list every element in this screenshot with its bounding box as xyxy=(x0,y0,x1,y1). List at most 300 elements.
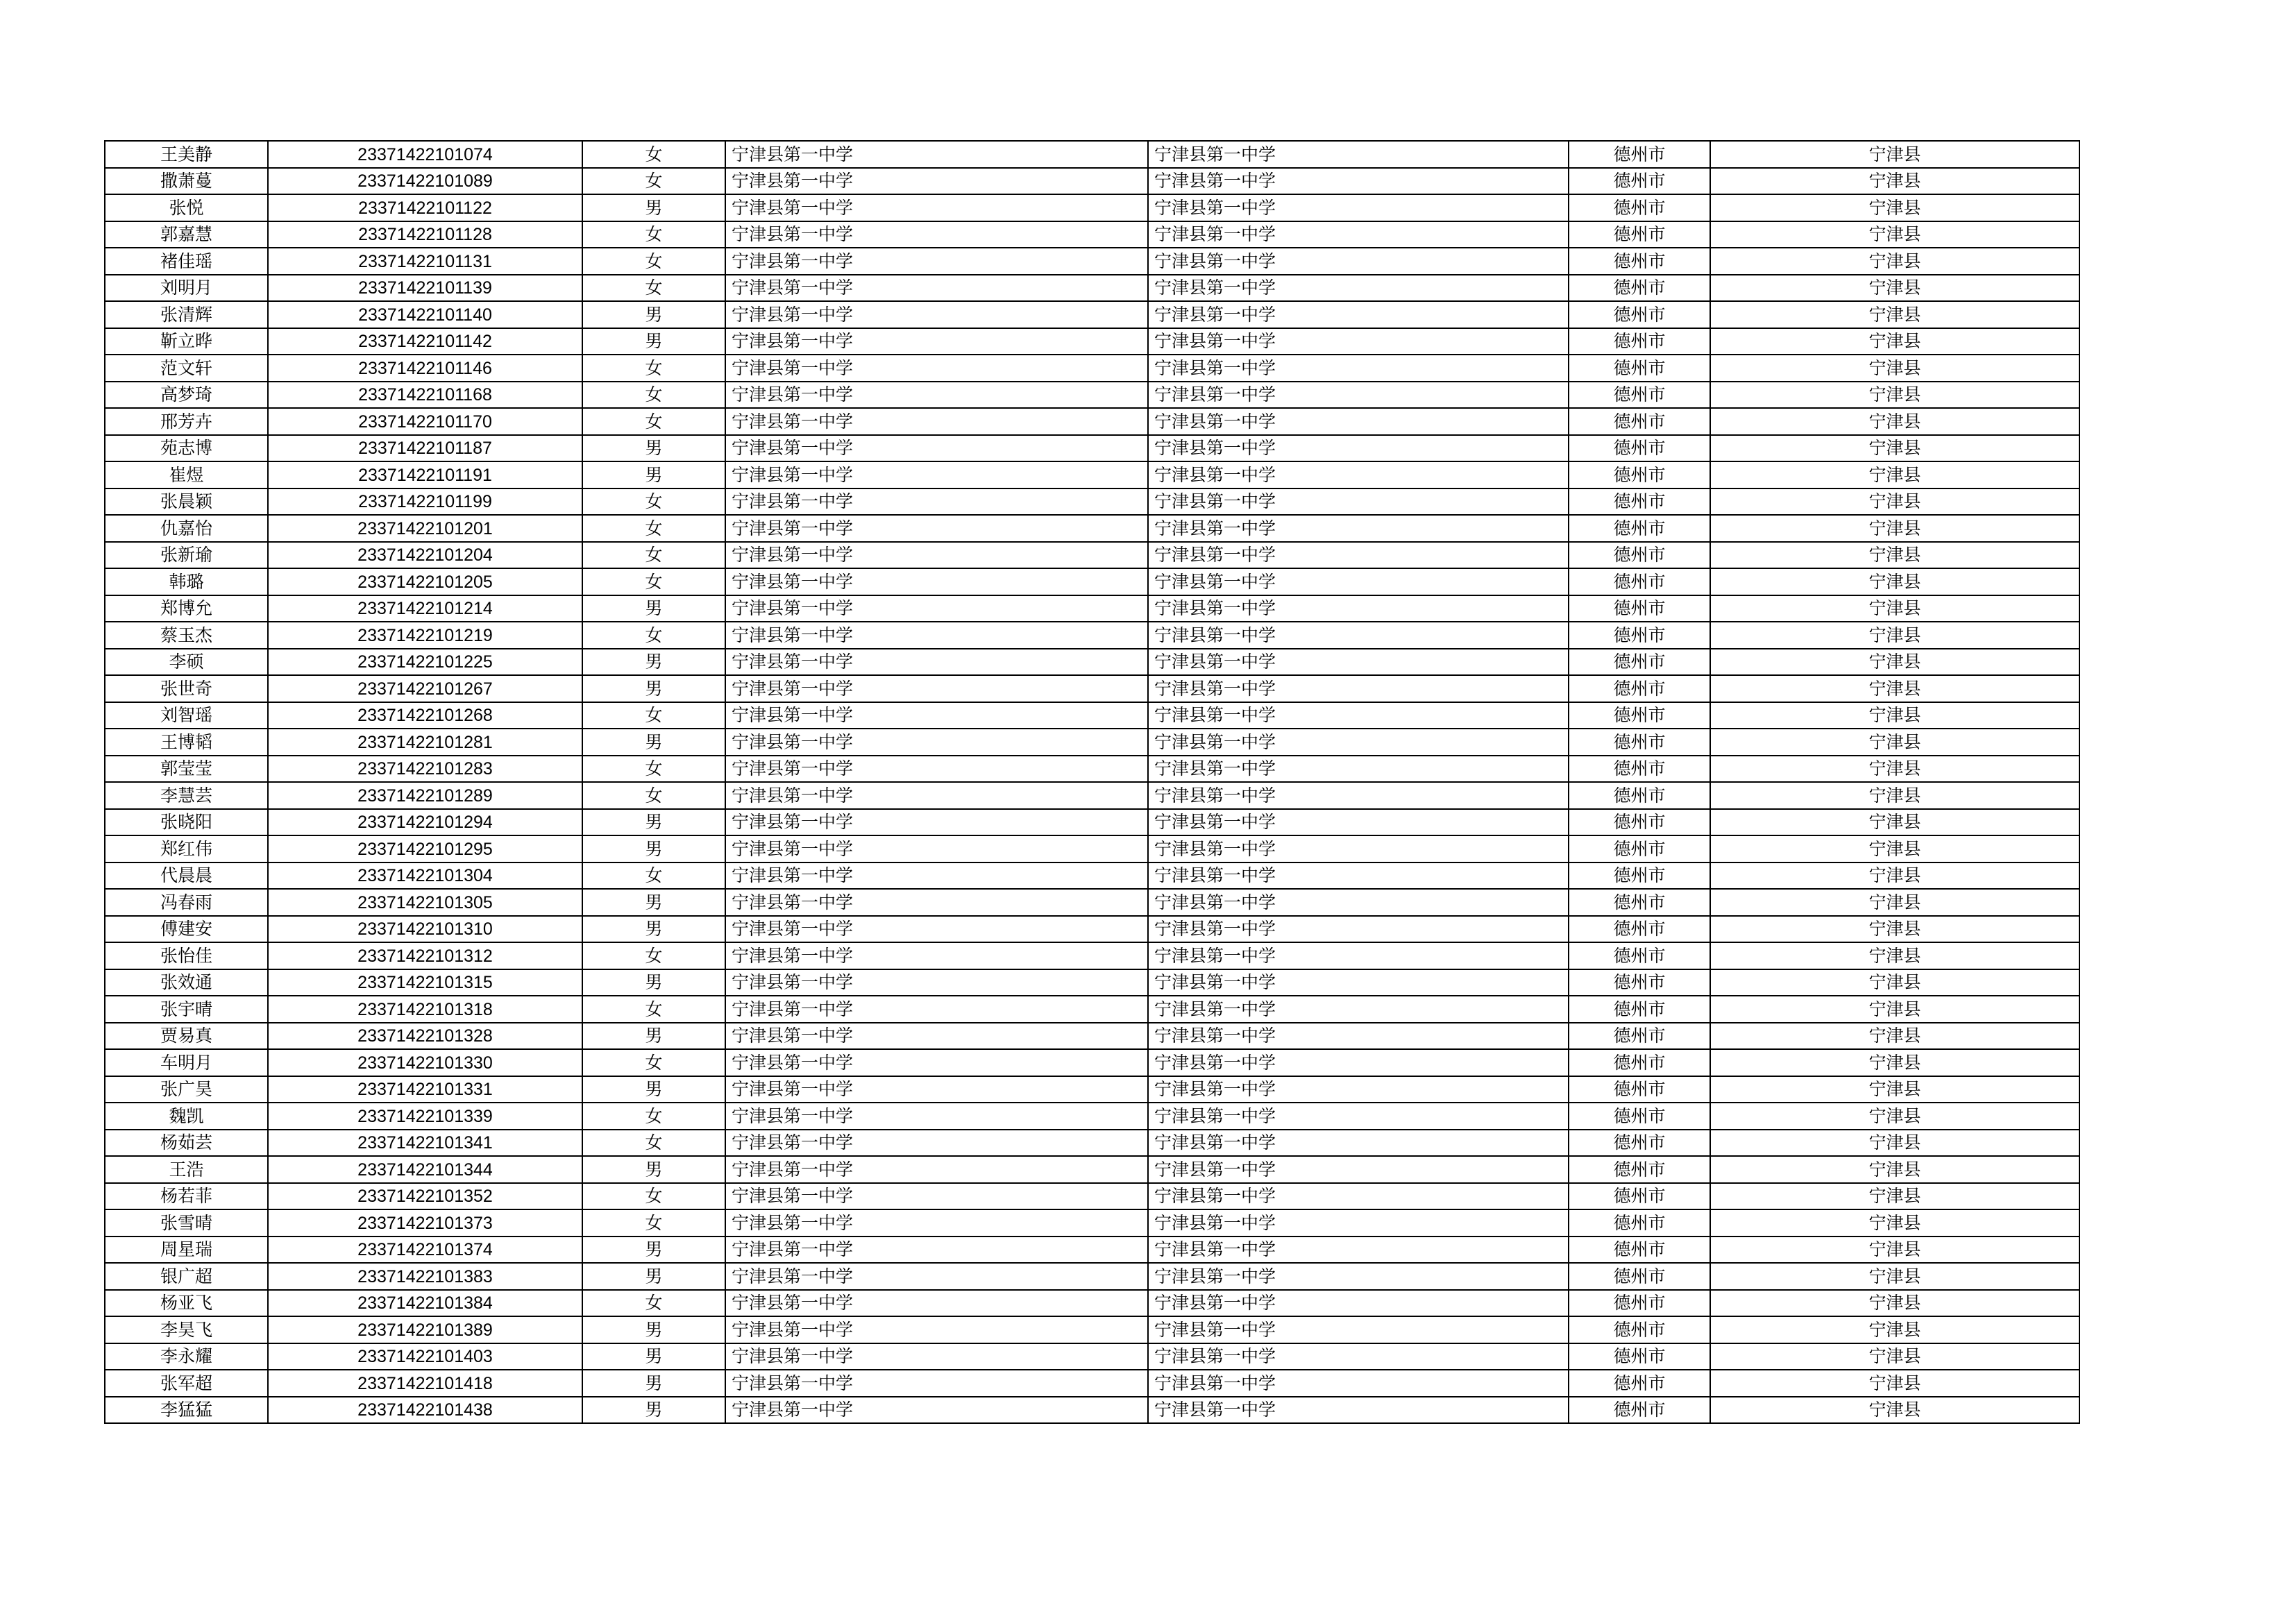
exam-number-cell: 23371422101352 xyxy=(268,1183,582,1210)
exam-number-cell: 23371422101225 xyxy=(268,649,582,676)
school-cell: 宁津县第一中学 xyxy=(725,1103,1148,1130)
exam-number-cell: 23371422101294 xyxy=(268,809,582,836)
county-cell: 宁津县 xyxy=(1710,675,2079,702)
table-row xyxy=(105,942,2079,969)
student-name-cell: 张军超 xyxy=(105,1370,268,1397)
table-row xyxy=(105,863,2079,890)
school-cell: 宁津县第一中学 xyxy=(725,1156,1148,1183)
school-cell: 宁津县第一中学 xyxy=(725,756,1148,783)
city-cell: 德州市 xyxy=(1569,649,1710,676)
student-name-cell: 张晨颖 xyxy=(105,488,268,516)
table-row xyxy=(105,355,2079,382)
exam-number-cell: 23371422101295 xyxy=(268,835,582,863)
table-row xyxy=(105,1290,2079,1317)
exam-number-cell: 23371422101315 xyxy=(268,969,582,996)
table-row xyxy=(105,889,2079,916)
table-row xyxy=(105,1237,2079,1264)
table-row xyxy=(105,168,2079,195)
city-cell: 德州市 xyxy=(1569,916,1710,943)
exam-number-cell: 23371422101341 xyxy=(268,1130,582,1157)
gender-cell: 女 xyxy=(582,1290,725,1317)
city-cell: 德州市 xyxy=(1569,675,1710,702)
school-cell: 宁津县第一中学 xyxy=(725,1370,1148,1397)
gender-cell: 男 xyxy=(582,649,725,676)
table-row xyxy=(105,1130,2079,1157)
city-cell: 德州市 xyxy=(1569,301,1710,328)
city-cell: 德州市 xyxy=(1569,1209,1710,1237)
student-name-cell: 靳立晔 xyxy=(105,328,268,355)
exam-number-cell: 23371422101383 xyxy=(268,1263,582,1290)
city-cell: 德州市 xyxy=(1569,382,1710,409)
gender-cell: 男 xyxy=(582,1023,725,1050)
gender-cell: 女 xyxy=(582,1103,725,1130)
table-row xyxy=(105,1023,2079,1050)
county-cell: 宁津县 xyxy=(1710,435,2079,462)
gender-cell: 女 xyxy=(582,141,725,168)
school-cell: 宁津县第一中学 xyxy=(725,221,1148,248)
gender-cell: 女 xyxy=(582,863,725,890)
school-cell: 宁津县第一中学 xyxy=(725,461,1148,488)
school-cell: 宁津县第一中学 xyxy=(725,275,1148,302)
student-name-cell: 仇嘉怡 xyxy=(105,515,268,542)
student-name-cell: 刘明月 xyxy=(105,275,268,302)
gender-cell: 女 xyxy=(582,488,725,516)
county-cell: 宁津县 xyxy=(1710,1370,2079,1397)
city-cell: 德州市 xyxy=(1569,809,1710,836)
table-row xyxy=(105,649,2079,676)
county-cell: 宁津县 xyxy=(1710,729,2079,756)
county-cell: 宁津县 xyxy=(1710,355,2079,382)
student-name-cell: 张效通 xyxy=(105,969,268,996)
registered-school-cell: 宁津县第一中学 xyxy=(1148,1370,1569,1397)
gender-cell: 女 xyxy=(582,1183,725,1210)
table-row xyxy=(105,675,2079,702)
student-name-cell: 李慧芸 xyxy=(105,782,268,809)
gender-cell: 男 xyxy=(582,1156,725,1183)
exam-number-cell: 23371422101373 xyxy=(268,1209,582,1237)
registered-school-cell: 宁津县第一中学 xyxy=(1148,221,1569,248)
city-cell: 德州市 xyxy=(1569,461,1710,488)
county-cell: 宁津县 xyxy=(1710,221,2079,248)
city-cell: 德州市 xyxy=(1569,969,1710,996)
table-row xyxy=(105,782,2079,809)
school-cell: 宁津县第一中学 xyxy=(725,782,1148,809)
table-row xyxy=(105,248,2079,275)
registered-school-cell: 宁津县第一中学 xyxy=(1148,382,1569,409)
exam-number-cell: 23371422101389 xyxy=(268,1316,582,1343)
city-cell: 德州市 xyxy=(1569,1183,1710,1210)
gender-cell: 女 xyxy=(582,1130,725,1157)
registered-school-cell: 宁津县第一中学 xyxy=(1148,1209,1569,1237)
school-cell: 宁津县第一中学 xyxy=(725,141,1148,168)
city-cell: 德州市 xyxy=(1569,729,1710,756)
registered-school-cell: 宁津县第一中学 xyxy=(1148,328,1569,355)
gender-cell: 男 xyxy=(582,675,725,702)
gender-cell: 男 xyxy=(582,835,725,863)
registered-school-cell: 宁津县第一中学 xyxy=(1148,1049,1569,1076)
city-cell: 德州市 xyxy=(1569,168,1710,195)
student-name-cell: 王浩 xyxy=(105,1156,268,1183)
county-cell: 宁津县 xyxy=(1710,595,2079,622)
table-row xyxy=(105,542,2079,569)
school-cell: 宁津县第一中学 xyxy=(725,515,1148,542)
school-cell: 宁津县第一中学 xyxy=(725,382,1148,409)
school-cell: 宁津县第一中学 xyxy=(725,702,1148,729)
registered-school-cell: 宁津县第一中学 xyxy=(1148,542,1569,569)
county-cell: 宁津县 xyxy=(1710,1343,2079,1370)
exam-number-cell: 23371422101191 xyxy=(268,461,582,488)
school-cell: 宁津县第一中学 xyxy=(725,542,1148,569)
exam-number-cell: 23371422101384 xyxy=(268,1290,582,1317)
county-cell: 宁津县 xyxy=(1710,194,2079,221)
county-cell: 宁津县 xyxy=(1710,1397,2079,1424)
exam-number-cell: 23371422101199 xyxy=(268,488,582,516)
student-name-cell: 贾易真 xyxy=(105,1023,268,1050)
registered-school-cell: 宁津县第一中学 xyxy=(1148,248,1569,275)
table-row xyxy=(105,408,2079,435)
table-row xyxy=(105,141,2079,168)
county-cell: 宁津县 xyxy=(1710,1156,2079,1183)
table-row xyxy=(105,1343,2079,1370)
county-cell: 宁津县 xyxy=(1710,301,2079,328)
exam-number-cell: 23371422101089 xyxy=(268,168,582,195)
county-cell: 宁津县 xyxy=(1710,568,2079,595)
city-cell: 德州市 xyxy=(1569,1130,1710,1157)
registered-school-cell: 宁津县第一中学 xyxy=(1148,355,1569,382)
registered-school-cell: 宁津县第一中学 xyxy=(1148,194,1569,221)
exam-number-cell: 23371422101318 xyxy=(268,996,582,1023)
registered-school-cell: 宁津县第一中学 xyxy=(1148,275,1569,302)
city-cell: 德州市 xyxy=(1569,408,1710,435)
table-row xyxy=(105,1370,2079,1397)
student-name-cell: 周星瑞 xyxy=(105,1237,268,1264)
county-cell: 宁津县 xyxy=(1710,889,2079,916)
table-row xyxy=(105,729,2079,756)
city-cell: 德州市 xyxy=(1569,942,1710,969)
registered-school-cell: 宁津县第一中学 xyxy=(1148,408,1569,435)
exam-number-cell: 23371422101170 xyxy=(268,408,582,435)
table-row xyxy=(105,1076,2079,1103)
school-cell: 宁津县第一中学 xyxy=(725,194,1148,221)
gender-cell: 女 xyxy=(582,756,725,783)
school-cell: 宁津县第一中学 xyxy=(725,168,1148,195)
student-name-cell: 张新瑜 xyxy=(105,542,268,569)
gender-cell: 男 xyxy=(582,194,725,221)
county-cell: 宁津县 xyxy=(1710,328,2079,355)
exam-number-cell: 23371422101304 xyxy=(268,863,582,890)
school-cell: 宁津县第一中学 xyxy=(725,355,1148,382)
gender-cell: 女 xyxy=(582,515,725,542)
student-name-cell: 范文轩 xyxy=(105,355,268,382)
city-cell: 德州市 xyxy=(1569,1156,1710,1183)
school-cell: 宁津县第一中学 xyxy=(725,435,1148,462)
registered-school-cell: 宁津县第一中学 xyxy=(1148,675,1569,702)
exam-number-cell: 23371422101331 xyxy=(268,1076,582,1103)
exam-number-cell: 23371422101339 xyxy=(268,1103,582,1130)
registered-school-cell: 宁津县第一中学 xyxy=(1148,756,1569,783)
student-name-cell: 代晨晨 xyxy=(105,863,268,890)
city-cell: 德州市 xyxy=(1569,863,1710,890)
table-row xyxy=(105,1316,2079,1343)
gender-cell: 女 xyxy=(582,568,725,595)
student-name-cell: 王博韬 xyxy=(105,729,268,756)
gender-cell: 女 xyxy=(582,221,725,248)
school-cell: 宁津县第一中学 xyxy=(725,488,1148,516)
exam-number-cell: 23371422101330 xyxy=(268,1049,582,1076)
table-row xyxy=(105,1156,2079,1183)
registered-school-cell: 宁津县第一中学 xyxy=(1148,1103,1569,1130)
city-cell: 德州市 xyxy=(1569,1049,1710,1076)
exam-number-cell: 23371422101438 xyxy=(268,1397,582,1424)
city-cell: 德州市 xyxy=(1569,542,1710,569)
gender-cell: 女 xyxy=(582,996,725,1023)
student-name-cell: 苑志博 xyxy=(105,435,268,462)
city-cell: 德州市 xyxy=(1569,275,1710,302)
county-cell: 宁津县 xyxy=(1710,782,2079,809)
table-row xyxy=(105,835,2079,863)
gender-cell: 男 xyxy=(582,328,725,355)
exam-number-cell: 23371422101344 xyxy=(268,1156,582,1183)
county-cell: 宁津县 xyxy=(1710,248,2079,275)
exam-number-cell: 23371422101187 xyxy=(268,435,582,462)
gender-cell: 男 xyxy=(582,1076,725,1103)
table-row xyxy=(105,515,2079,542)
student-name-cell: 杨茹芸 xyxy=(105,1130,268,1157)
county-cell: 宁津县 xyxy=(1710,969,2079,996)
county-cell: 宁津县 xyxy=(1710,1263,2079,1290)
registered-school-cell: 宁津县第一中学 xyxy=(1148,1316,1569,1343)
school-cell: 宁津县第一中学 xyxy=(725,675,1148,702)
table-row xyxy=(105,1103,2079,1130)
registered-school-cell: 宁津县第一中学 xyxy=(1148,649,1569,676)
student-name-cell: 张广昊 xyxy=(105,1076,268,1103)
school-cell: 宁津县第一中学 xyxy=(725,1023,1148,1050)
registered-school-cell: 宁津县第一中学 xyxy=(1148,488,1569,516)
table-row xyxy=(105,275,2079,302)
table-row xyxy=(105,194,2079,221)
school-cell: 宁津县第一中学 xyxy=(725,729,1148,756)
table-row xyxy=(105,702,2079,729)
school-cell: 宁津县第一中学 xyxy=(725,622,1148,649)
gender-cell: 男 xyxy=(582,729,725,756)
exam-number-cell: 23371422101403 xyxy=(268,1343,582,1370)
county-cell: 宁津县 xyxy=(1710,1103,2079,1130)
gender-cell: 男 xyxy=(582,595,725,622)
gender-cell: 女 xyxy=(582,1049,725,1076)
school-cell: 宁津县第一中学 xyxy=(725,301,1148,328)
county-cell: 宁津县 xyxy=(1710,408,2079,435)
registered-school-cell: 宁津县第一中学 xyxy=(1148,835,1569,863)
county-cell: 宁津县 xyxy=(1710,1316,2079,1343)
registered-school-cell: 宁津县第一中学 xyxy=(1148,863,1569,890)
exam-number-cell: 23371422101219 xyxy=(268,622,582,649)
table-body xyxy=(105,141,2079,1423)
student-name-cell: 郑红伟 xyxy=(105,835,268,863)
student-name-cell: 撒萧蔓 xyxy=(105,168,268,195)
student-name-cell: 张晓阳 xyxy=(105,809,268,836)
county-cell: 宁津县 xyxy=(1710,1290,2079,1317)
city-cell: 德州市 xyxy=(1569,488,1710,516)
city-cell: 德州市 xyxy=(1569,1343,1710,1370)
gender-cell: 男 xyxy=(582,461,725,488)
gender-cell: 女 xyxy=(582,408,725,435)
city-cell: 德州市 xyxy=(1569,622,1710,649)
exam-number-cell: 23371422101214 xyxy=(268,595,582,622)
school-cell: 宁津县第一中学 xyxy=(725,1209,1148,1237)
exam-number-cell: 23371422101310 xyxy=(268,916,582,943)
student-name-cell: 高梦琦 xyxy=(105,382,268,409)
student-name-cell: 邢芳卉 xyxy=(105,408,268,435)
registered-school-cell: 宁津县第一中学 xyxy=(1148,1237,1569,1264)
student-list-table xyxy=(104,140,2080,1424)
gender-cell: 女 xyxy=(582,622,725,649)
student-name-cell: 车明月 xyxy=(105,1049,268,1076)
student-name-cell: 张世奇 xyxy=(105,675,268,702)
registered-school-cell: 宁津县第一中学 xyxy=(1148,1290,1569,1317)
exam-number-cell: 23371422101374 xyxy=(268,1237,582,1264)
registered-school-cell: 宁津县第一中学 xyxy=(1148,141,1569,168)
registered-school-cell: 宁津县第一中学 xyxy=(1148,168,1569,195)
school-cell: 宁津县第一中学 xyxy=(725,996,1148,1023)
table-row xyxy=(105,622,2079,649)
registered-school-cell: 宁津县第一中学 xyxy=(1148,996,1569,1023)
table-row xyxy=(105,996,2079,1023)
student-name-cell: 李永耀 xyxy=(105,1343,268,1370)
student-name-cell: 魏凯 xyxy=(105,1103,268,1130)
city-cell: 德州市 xyxy=(1569,1316,1710,1343)
gender-cell: 男 xyxy=(582,1263,725,1290)
registered-school-cell: 宁津县第一中学 xyxy=(1148,435,1569,462)
city-cell: 德州市 xyxy=(1569,435,1710,462)
school-cell: 宁津县第一中学 xyxy=(725,1076,1148,1103)
exam-number-cell: 23371422101204 xyxy=(268,542,582,569)
gender-cell: 男 xyxy=(582,435,725,462)
student-name-cell: 冯春雨 xyxy=(105,889,268,916)
city-cell: 德州市 xyxy=(1569,1397,1710,1424)
table-row xyxy=(105,382,2079,409)
county-cell: 宁津县 xyxy=(1710,1209,2079,1237)
gender-cell: 男 xyxy=(582,969,725,996)
registered-school-cell: 宁津县第一中学 xyxy=(1148,1076,1569,1103)
student-name-cell: 李昊飞 xyxy=(105,1316,268,1343)
gender-cell: 女 xyxy=(582,1209,725,1237)
table-row xyxy=(105,221,2079,248)
county-cell: 宁津县 xyxy=(1710,515,2079,542)
school-cell: 宁津县第一中学 xyxy=(725,248,1148,275)
school-cell: 宁津县第一中学 xyxy=(725,1183,1148,1210)
county-cell: 宁津县 xyxy=(1710,622,2079,649)
county-cell: 宁津县 xyxy=(1710,1183,2079,1210)
county-cell: 宁津县 xyxy=(1710,756,2079,783)
registered-school-cell: 宁津县第一中学 xyxy=(1148,809,1569,836)
school-cell: 宁津县第一中学 xyxy=(725,1263,1148,1290)
school-cell: 宁津县第一中学 xyxy=(725,863,1148,890)
school-cell: 宁津县第一中学 xyxy=(725,889,1148,916)
student-name-cell: 崔煜 xyxy=(105,461,268,488)
table-row xyxy=(105,488,2079,516)
registered-school-cell: 宁津县第一中学 xyxy=(1148,889,1569,916)
exam-number-cell: 23371422101283 xyxy=(268,756,582,783)
student-name-cell: 刘智瑶 xyxy=(105,702,268,729)
school-cell: 宁津县第一中学 xyxy=(725,1397,1148,1424)
city-cell: 德州市 xyxy=(1569,1263,1710,1290)
gender-cell: 男 xyxy=(582,809,725,836)
county-cell: 宁津县 xyxy=(1710,649,2079,676)
student-name-cell: 郑博允 xyxy=(105,595,268,622)
school-cell: 宁津县第一中学 xyxy=(725,568,1148,595)
school-cell: 宁津县第一中学 xyxy=(725,1343,1148,1370)
gender-cell: 男 xyxy=(582,1343,725,1370)
exam-number-cell: 23371422101289 xyxy=(268,782,582,809)
city-cell: 德州市 xyxy=(1569,141,1710,168)
student-name-cell: 蔡玉杰 xyxy=(105,622,268,649)
gender-cell: 女 xyxy=(582,355,725,382)
city-cell: 德州市 xyxy=(1569,248,1710,275)
school-cell: 宁津县第一中学 xyxy=(725,408,1148,435)
exam-number-cell: 23371422101128 xyxy=(268,221,582,248)
county-cell: 宁津县 xyxy=(1710,461,2079,488)
exam-number-cell: 23371422101168 xyxy=(268,382,582,409)
school-cell: 宁津县第一中学 xyxy=(725,1316,1148,1343)
table-row xyxy=(105,301,2079,328)
student-name-cell: 李硕 xyxy=(105,649,268,676)
gender-cell: 女 xyxy=(582,168,725,195)
student-name-cell: 傅建安 xyxy=(105,916,268,943)
student-name-cell: 杨若菲 xyxy=(105,1183,268,1210)
registered-school-cell: 宁津县第一中学 xyxy=(1148,1130,1569,1157)
student-name-cell: 郭莹莹 xyxy=(105,756,268,783)
exam-number-cell: 23371422101312 xyxy=(268,942,582,969)
city-cell: 德州市 xyxy=(1569,355,1710,382)
school-cell: 宁津县第一中学 xyxy=(725,1237,1148,1264)
county-cell: 宁津县 xyxy=(1710,1049,2079,1076)
table-row xyxy=(105,1183,2079,1210)
registered-school-cell: 宁津县第一中学 xyxy=(1148,568,1569,595)
county-cell: 宁津县 xyxy=(1710,916,2079,943)
gender-cell: 男 xyxy=(582,1370,725,1397)
county-cell: 宁津县 xyxy=(1710,863,2079,890)
student-name-cell: 张悦 xyxy=(105,194,268,221)
county-cell: 宁津县 xyxy=(1710,382,2079,409)
gender-cell: 女 xyxy=(582,542,725,569)
registered-school-cell: 宁津县第一中学 xyxy=(1148,595,1569,622)
exam-number-cell: 23371422101268 xyxy=(268,702,582,729)
county-cell: 宁津县 xyxy=(1710,996,2079,1023)
gender-cell: 男 xyxy=(582,1237,725,1264)
exam-number-cell: 23371422101305 xyxy=(268,889,582,916)
registered-school-cell: 宁津县第一中学 xyxy=(1148,1343,1569,1370)
gender-cell: 女 xyxy=(582,702,725,729)
student-name-cell: 杨亚飞 xyxy=(105,1290,268,1317)
city-cell: 德州市 xyxy=(1569,595,1710,622)
registered-school-cell: 宁津县第一中学 xyxy=(1148,702,1569,729)
city-cell: 德州市 xyxy=(1569,1370,1710,1397)
student-name-cell: 张清辉 xyxy=(105,301,268,328)
gender-cell: 男 xyxy=(582,889,725,916)
city-cell: 德州市 xyxy=(1569,756,1710,783)
student-name-cell: 韩璐 xyxy=(105,568,268,595)
school-cell: 宁津县第一中学 xyxy=(725,595,1148,622)
table-row xyxy=(105,916,2079,943)
gender-cell: 男 xyxy=(582,1397,725,1424)
county-cell: 宁津县 xyxy=(1710,702,2079,729)
county-cell: 宁津县 xyxy=(1710,1023,2079,1050)
exam-number-cell: 23371422101267 xyxy=(268,675,582,702)
registered-school-cell: 宁津县第一中学 xyxy=(1148,515,1569,542)
exam-number-cell: 23371422101328 xyxy=(268,1023,582,1050)
gender-cell: 女 xyxy=(582,275,725,302)
table-row xyxy=(105,328,2079,355)
